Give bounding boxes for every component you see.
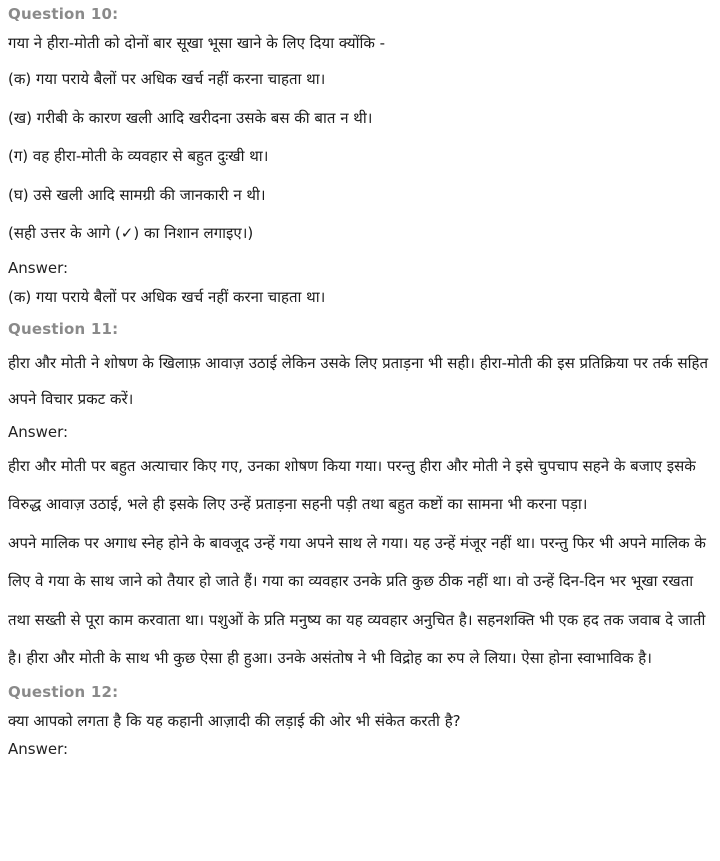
answer-text: (क) गया पराये बैलों पर अधिक खर्च नहीं करना चाहता था। [8, 287, 326, 306]
answer-paragraph-2: अपने मालिक पर अगाध स्नेह होने के बावजूद उन्हें गया अपने साथ ले गया। यह उन्हें मंजूर नहीं था। परन्तु फिर भी अपने मालिक के लिए वे गया के साथ जाने को तैयार हो जाते हैं। गया का व्यवहार उनके प्रति कुछ ठीक नहीं था। वो उन्हें दिन-दिन भर भूखा रखता तथा सख्ती से पूरा काम करवाता था। पशुओं के प्रति मनुष्य का यह व्यवहार अनुचित है। सहनशक्ति भी एक हद तक जवाब दे जाती है। हीरा और मोती के साथ भी कुछ ऐसा ही हुआ। उनके असंतोष ने भी विद्रोह का रुप ले लिया। ऐसा होना स्वाभाविक है। [8, 533, 706, 667]
answer-paragraph-1: हीरा और मोती पर बहुत अत्याचार किए गए, उनका शोषण किया गया। परन्तु हीरा और मोती ने इसे चुपचाप सहने के बजाए इसके विरुद्ध आवाज़ उठाई, भले ही इसके लिए उन्हें प्रताड़ना सहनी पड़ी तथा बहुत कष्टों का सामना भी करना पड़ा। [8, 456, 696, 513]
question-heading: Question 10: [8, 5, 119, 23]
question-text: क्या आपको लगता है कि यह कहानी आज़ादी की लड़ाई की ओर भी संकेत करती है? [8, 711, 461, 730]
question-heading: Question 12: [8, 682, 119, 701]
question-11 [8, 319, 712, 678]
question-10 [8, 4, 712, 311]
answer-label: Answer: [8, 739, 69, 758]
answer-label: Answer: [8, 422, 69, 441]
option-ga: (ग) वह हीरा-मोती के व्यवहार से बहुत दुःखी था। [8, 147, 269, 165]
question-text: गया ने हीरा-मोती को दोनों बार सूखा भूसा खाने के लिए दिया क्योंकि - [8, 34, 386, 52]
answer-label: Answer: [8, 258, 69, 277]
question-12 [8, 682, 712, 760]
question-heading: Question 11: [8, 319, 119, 338]
option-gha: (घ) उसे खली आदि सामग्री की जानकारी न थी। [8, 185, 266, 204]
question-text: हीरा और मोती ने शोषण के खिलाफ़ आवाज़ उठाई लेकिन उसके लिए प्रताड़ना भी सही। हीरा-मोती की इस प्रतिक्रिया पर तर्क सहित अपने विचार प्रकट करें। [8, 353, 709, 408]
option-ka: (क) गया पराये बैलों पर अधिक खर्च नहीं करना चाहता था। [8, 70, 326, 88]
instruction-text: (सही उत्तर के आगे (✓) का निशान लगाइए।) [8, 224, 254, 242]
option-kha: (ख) गरीबी के कारण खली आदि खरीदना उसके बस की बात न थी। [8, 108, 373, 127]
